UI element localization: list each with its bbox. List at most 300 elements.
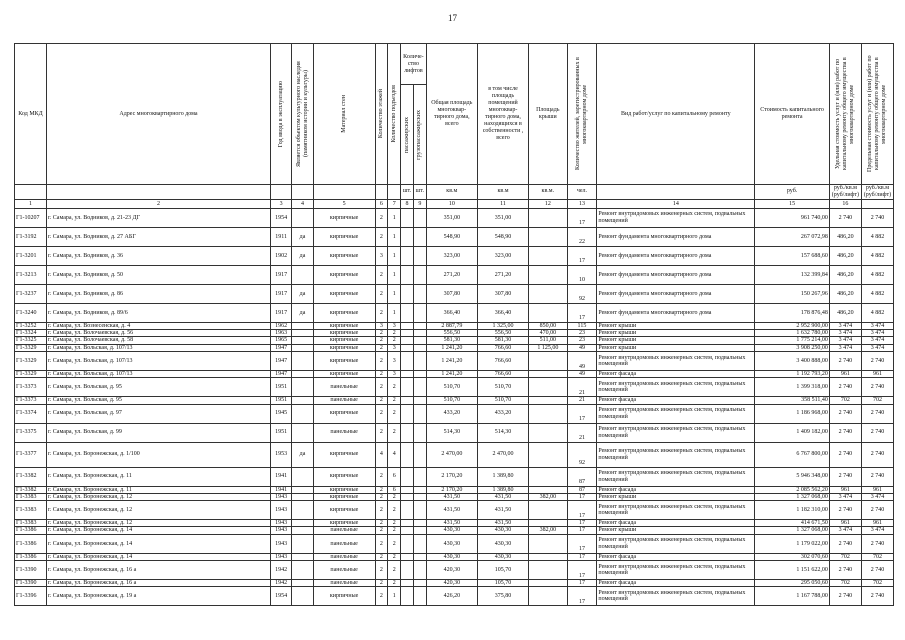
cell-spec: 486,20: [829, 303, 861, 322]
cell-address: г. Самара, ул. Воронежская, д. 14: [47, 527, 271, 534]
cell-spec: 3 474: [829, 337, 861, 344]
cell-entrances: 2: [388, 501, 401, 520]
cell-max: 4 882: [861, 265, 893, 284]
cell-work: Ремонт внутридомовых инженерных систем, подвальных помещений: [597, 404, 755, 423]
header-entrances: Количество подъездов: [388, 44, 401, 185]
cell-code: Г1-3383: [15, 493, 47, 500]
cell-roof: [529, 378, 567, 397]
cell-roof: [529, 553, 567, 560]
cell-entrances: 2: [388, 580, 401, 587]
cell-roof: [529, 246, 567, 265]
cell-spec: 3 474: [829, 344, 861, 351]
cell-res: 23: [567, 337, 597, 344]
cell-max: 4 882: [861, 246, 893, 265]
unit-roof-area: кв.м.: [529, 185, 567, 200]
cell-year: 1945: [271, 404, 292, 423]
cell-max: 2 740: [861, 423, 893, 442]
cell-pass: [401, 520, 414, 527]
cell-cost: 358 511,40: [755, 397, 830, 404]
cell-freight: [413, 344, 426, 351]
cell-address: г. Самара, ул. Водников, д. 27 АБГ: [47, 227, 271, 246]
cell-year: 1943: [271, 520, 292, 527]
cell-address: г. Самара, ул. Воронежская, д. 11: [47, 486, 271, 493]
cell-spec: 486,20: [829, 246, 861, 265]
cell-year: 1954: [271, 587, 292, 606]
cell-year: 1951: [271, 423, 292, 442]
cell-code: Г1-3329: [15, 344, 47, 351]
cell-heritage: [292, 370, 313, 377]
cell-owned: 323,00: [477, 246, 528, 265]
cell-cost: 150 267,96: [755, 284, 830, 303]
cell-work: Ремонт фундамента многоквартирного дома: [597, 246, 755, 265]
cell-walls: кирпичные: [313, 303, 375, 322]
header-wall-material: Материал стен: [313, 44, 375, 185]
cell-heritage: [292, 493, 313, 500]
cell-owned: 105,70: [477, 561, 528, 580]
cell-roof: 1 125,00: [529, 344, 567, 351]
cell-work: Ремонт внутридомовых инженерных систем, подвальных помещений: [597, 208, 755, 227]
cell-floors: 2: [375, 423, 388, 442]
cell-entrances: 2: [388, 423, 401, 442]
cell-address: г. Самара, ул. Вольская, д. 107/13: [47, 351, 271, 370]
cell-walls: кирпичные: [313, 587, 375, 606]
cell-roof: [529, 580, 567, 587]
cell-heritage: [292, 527, 313, 534]
cell-res: 17: [567, 587, 597, 606]
cell-cost: 178 876,48: [755, 303, 830, 322]
cell-walls: кирпичные: [313, 520, 375, 527]
cell-pass: [401, 404, 414, 423]
cell-total: 514,30: [426, 423, 477, 442]
cell-cost: 1 186 968,00: [755, 404, 830, 423]
cell-cost: 1 775 214,00: [755, 337, 830, 344]
cell-max: 2 740: [861, 378, 893, 397]
cell-entrances: 3: [388, 351, 401, 370]
cell-pass: [401, 580, 414, 587]
cell-freight: [413, 351, 426, 370]
cell-entrances: 1: [388, 246, 401, 265]
cell-year: 1962: [271, 322, 292, 329]
header-heritage: Является объектом культурного наследия (памятником истории и культуры): [292, 44, 313, 185]
cell-code: Г1-3382: [15, 486, 47, 493]
cell-year: 1947: [271, 351, 292, 370]
cell-pass: [401, 561, 414, 580]
cell-total: 1 241,20: [426, 344, 477, 351]
table-row: [15, 265, 894, 284]
cell-pass: [401, 208, 414, 227]
cell-spec: 2 740: [829, 423, 861, 442]
cell-cost: 1 399 318,00: [755, 378, 830, 397]
header-max-cost: Предельная стоимость услуг и (или) работ по капитальному ремонту общего имущества в многоквартирном доме: [861, 44, 893, 185]
cell-res: 17: [567, 527, 597, 534]
cell-spec: 2 740: [829, 534, 861, 553]
cell-heritage: [292, 265, 313, 284]
cell-res: 115: [567, 322, 597, 329]
unit-cost: руб.: [755, 185, 830, 200]
cell-res: 21: [567, 423, 597, 442]
cell-work: Ремонт фасада: [597, 397, 755, 404]
table-row: [15, 580, 894, 587]
cell-floors: 2: [375, 370, 388, 377]
cell-heritage: [292, 534, 313, 553]
cell-spec: 3 474: [829, 322, 861, 329]
cell-code: Г1-3396: [15, 587, 47, 606]
cell-heritage: [292, 330, 313, 337]
cell-address: г. Самара, ул. Водников, д. 86: [47, 284, 271, 303]
header-elevators: Количе-ство лифтов: [401, 44, 427, 85]
cell-work: Ремонт фундамента многоквартирного дома: [597, 227, 755, 246]
table-row: [15, 404, 894, 423]
cell-freight: [413, 580, 426, 587]
cell-walls: кирпичные: [313, 344, 375, 351]
cell-pass: [401, 501, 414, 520]
cell-spec: 961: [829, 520, 861, 527]
cell-cost: 3 908 250,00: [755, 344, 830, 351]
cell-year: 1917: [271, 284, 292, 303]
repair-table: [14, 43, 894, 606]
cell-entrances: 1: [388, 303, 401, 322]
cell-walls: кирпичные: [313, 265, 375, 284]
cell-cost: 1 167 788,00: [755, 587, 830, 606]
cell-code: Г1-3386: [15, 527, 47, 534]
cell-owned: 2 470,00: [477, 442, 528, 467]
cell-roof: [529, 404, 567, 423]
cell-walls: кирпичные: [313, 493, 375, 500]
cell-max: 961: [861, 370, 893, 377]
cell-heritage: [292, 561, 313, 580]
cell-res: 49: [567, 370, 597, 377]
cell-total: 1 241,20: [426, 351, 477, 370]
cell-entrances: 2: [388, 378, 401, 397]
cell-roof: 511,00: [529, 337, 567, 344]
cell-floors: 3: [375, 322, 388, 329]
cell-owned: 431,50: [477, 493, 528, 500]
cell-roof: [529, 303, 567, 322]
cell-cost: 1 327 068,00: [755, 493, 830, 500]
cell-walls: кирпичные: [313, 467, 375, 486]
cell-res: 49: [567, 344, 597, 351]
cell-code: Г1-3240: [15, 303, 47, 322]
cell-heritage: [292, 467, 313, 486]
cell-cost: 157 688,60: [755, 246, 830, 265]
cell-freight: [413, 493, 426, 500]
cell-res: 17: [567, 404, 597, 423]
cell-owned: 431,50: [477, 520, 528, 527]
cell-owned: 514,30: [477, 423, 528, 442]
cell-walls: панельные: [313, 553, 375, 560]
cell-address: г. Самара, ул. Воронежская, д. 12: [47, 520, 271, 527]
cell-total: 431,50: [426, 493, 477, 500]
cell-pass: [401, 397, 414, 404]
table-row: [15, 561, 894, 580]
cell-pass: [401, 351, 414, 370]
cell-work: Ремонт внутридомовых инженерных систем, подвальных помещений: [597, 442, 755, 467]
cell-entrances: 2: [388, 527, 401, 534]
cell-code: Г1-3192: [15, 227, 47, 246]
cell-total: 366,40: [426, 303, 477, 322]
cell-walls: кирпичные: [313, 404, 375, 423]
cell-walls: панельные: [313, 397, 375, 404]
cell-pass: [401, 553, 414, 560]
cell-heritage: да: [292, 442, 313, 467]
header-cost: Стоимость капитального ремонта: [755, 44, 830, 185]
cell-entrances: 4: [388, 442, 401, 467]
cell-pass: [401, 486, 414, 493]
cell-res: 22: [567, 227, 597, 246]
cell-floors: 2: [375, 344, 388, 351]
cell-max: 961: [861, 520, 893, 527]
cell-code: Г1-3237: [15, 284, 47, 303]
header-floors: Количество этажей: [375, 44, 388, 185]
cell-total: 420,30: [426, 561, 477, 580]
cell-spec: 3 474: [829, 330, 861, 337]
cell-roof: 382,00: [529, 493, 567, 500]
cell-work: Ремонт внутридомовых инженерных систем, подвальных помещений: [597, 351, 755, 370]
header-roof-area: Площадь крыши: [529, 44, 567, 185]
cell-owned: 431,50: [477, 501, 528, 520]
cell-floors: 2: [375, 330, 388, 337]
cell-freight: [413, 561, 426, 580]
cell-code: Г1-3324: [15, 330, 47, 337]
cell-walls: панельные: [313, 378, 375, 397]
cell-cost: 3 400 888,00: [755, 351, 830, 370]
cell-total: 2 170,20: [426, 486, 477, 493]
cell-work: Ремонт внутридомовых инженерных систем, подвальных помещений: [597, 467, 755, 486]
cell-pass: [401, 246, 414, 265]
cell-spec: 486,20: [829, 227, 861, 246]
cell-address: г. Самара, ул. Водников, д. 50: [47, 265, 271, 284]
cell-walls: кирпичные: [313, 284, 375, 303]
cell-max: 702: [861, 553, 893, 560]
cell-max: 2 740: [861, 587, 893, 606]
table-row: [15, 501, 894, 520]
cell-spec: 702: [829, 580, 861, 587]
cell-spec: 2 740: [829, 404, 861, 423]
table-row: [15, 351, 894, 370]
cell-cost: 1 179 022,00: [755, 534, 830, 553]
cell-owned: 766,60: [477, 351, 528, 370]
cell-spec: 486,20: [829, 265, 861, 284]
cell-owned: 366,40: [477, 303, 528, 322]
cell-floors: 2: [375, 208, 388, 227]
cell-address: г. Самара, ул. Вознесенская, д. 4: [47, 322, 271, 329]
table-row: [15, 534, 894, 553]
header-residents: Количество жителей, зарегистрированных в многоквартирном доме: [567, 44, 597, 185]
cell-pass: [401, 534, 414, 553]
table-row: [15, 208, 894, 227]
cell-cost: 132 399,84: [755, 265, 830, 284]
cell-work: Ремонт фасада: [597, 486, 755, 493]
cell-pass: [401, 378, 414, 397]
cell-address: г. Самара, ул. Воронежская, д. 14: [47, 534, 271, 553]
cell-freight: [413, 337, 426, 344]
cell-entrances: 2: [388, 330, 401, 337]
cell-res: 17: [567, 501, 597, 520]
cell-roof: [529, 587, 567, 606]
cell-owned: 430,30: [477, 553, 528, 560]
unit-residents: чел.: [567, 185, 597, 200]
cell-entrances: 1: [388, 265, 401, 284]
cell-entrances: 2: [388, 397, 401, 404]
cell-address: г. Самара, ул. Вольская, д. 99: [47, 423, 271, 442]
cell-work: Ремонт крыши: [597, 322, 755, 329]
cell-pass: [401, 303, 414, 322]
cell-res: 21: [567, 397, 597, 404]
cell-owned: 556,50: [477, 330, 528, 337]
cell-max: 4 882: [861, 227, 893, 246]
cell-pass: [401, 330, 414, 337]
table-row: [15, 423, 894, 442]
cell-spec: 961: [829, 486, 861, 493]
cell-roof: [529, 423, 567, 442]
cell-year: 1943: [271, 501, 292, 520]
cell-floors: 2: [375, 493, 388, 500]
unit-specific-cost: руб./кв.м (руб/лифт): [829, 185, 861, 200]
cell-walls: панельные: [313, 527, 375, 534]
cell-work: Ремонт внутридомовых инженерных систем, подвальных помещений: [597, 423, 755, 442]
cell-roof: [529, 397, 567, 404]
cell-heritage: да: [292, 284, 313, 303]
cell-heritage: [292, 404, 313, 423]
cell-pass: [401, 467, 414, 486]
cell-spec: 2 740: [829, 442, 861, 467]
cell-work: Ремонт внутридомовых инженерных систем, подвальных помещений: [597, 587, 755, 606]
cell-max: 2 740: [861, 442, 893, 467]
cell-address: г. Самара, ул. Воронежская, д. 19 а: [47, 587, 271, 606]
table-row: [15, 303, 894, 322]
cell-floors: 2: [375, 378, 388, 397]
cell-heritage: [292, 337, 313, 344]
cell-floors: 2: [375, 284, 388, 303]
cell-roof: [529, 486, 567, 493]
cell-max: 2 740: [861, 534, 893, 553]
cell-walls: кирпичные: [313, 322, 375, 329]
cell-walls: кирпичные: [313, 442, 375, 467]
cell-total: 433,20: [426, 404, 477, 423]
cell-owned: 271,20: [477, 265, 528, 284]
cell-floors: 2: [375, 265, 388, 284]
cell-owned: 105,70: [477, 580, 528, 587]
cell-cost: 302 070,60: [755, 553, 830, 560]
cell-spec: 3 474: [829, 493, 861, 500]
cell-freight: [413, 534, 426, 553]
cell-heritage: да: [292, 227, 313, 246]
cell-code: Г1-3374: [15, 404, 47, 423]
cell-freight: [413, 322, 426, 329]
cell-freight: [413, 553, 426, 560]
cell-total: 581,30: [426, 337, 477, 344]
cell-walls: кирпичные: [313, 370, 375, 377]
cell-res: 10: [567, 265, 597, 284]
cell-floors: 3: [375, 246, 388, 265]
cell-year: 1911: [271, 227, 292, 246]
cell-address: г. Самара, ул. Вольская, д. 95: [47, 397, 271, 404]
cell-freight: [413, 370, 426, 377]
cell-walls: кирпичные: [313, 227, 375, 246]
cell-max: 2 740: [861, 561, 893, 580]
cell-total: 1 241,20: [426, 370, 477, 377]
cell-code: Г1-3325: [15, 337, 47, 344]
cell-freight: [413, 501, 426, 520]
cell-pass: [401, 370, 414, 377]
cell-code: Г1-3383: [15, 501, 47, 520]
cell-res: 87: [567, 486, 597, 493]
cell-walls: кирпичные: [313, 486, 375, 493]
cell-entrances: 3: [388, 322, 401, 329]
cell-roof: [529, 370, 567, 377]
cell-code: Г1-3373: [15, 397, 47, 404]
cell-cost: 414 671,50: [755, 520, 830, 527]
table-row: [15, 486, 894, 493]
cell-freight: [413, 246, 426, 265]
cell-heritage: [292, 397, 313, 404]
cell-year: 1951: [271, 378, 292, 397]
cell-cost: 961 740,00: [755, 208, 830, 227]
cell-roof: 470,00: [529, 330, 567, 337]
cell-year: 1965: [271, 337, 292, 344]
table-row: [15, 397, 894, 404]
cell-floors: 2: [375, 227, 388, 246]
header-code: Код МКД: [15, 44, 47, 185]
cell-address: г. Самара, ул. Волочаевская, д. 56: [47, 330, 271, 337]
cell-cost: 2 952 900,00: [755, 322, 830, 329]
cell-entrances: 1: [388, 587, 401, 606]
cell-total: 2 170,20: [426, 467, 477, 486]
unit-total-area: кв.м: [426, 185, 477, 200]
cell-total: 2 470,00: [426, 442, 477, 467]
cell-year: 1954: [271, 208, 292, 227]
cell-owned: 307,80: [477, 284, 528, 303]
cell-roof: [529, 467, 567, 486]
cell-total: 510,70: [426, 397, 477, 404]
cell-work: Ремонт фасада: [597, 580, 755, 587]
cell-code: Г1-3373: [15, 378, 47, 397]
cell-work: Ремонт внутридомовых инженерных систем, подвальных помещений: [597, 534, 755, 553]
cell-freight: [413, 378, 426, 397]
table-row: [15, 527, 894, 534]
cell-res: 49: [567, 351, 597, 370]
cell-code: Г1-3390: [15, 580, 47, 587]
unit-freight: шт.: [413, 185, 426, 200]
cell-freight: [413, 587, 426, 606]
cell-max: 3 474: [861, 337, 893, 344]
cell-freight: [413, 303, 426, 322]
cell-code: Г1-3390: [15, 561, 47, 580]
cell-roof: [529, 284, 567, 303]
cell-walls: кирпичные: [313, 501, 375, 520]
cell-year: 1943: [271, 534, 292, 553]
cell-code: Г1-3383: [15, 520, 47, 527]
cell-total: 2 887,79: [426, 322, 477, 329]
cell-address: г. Самара, ул. Вольская, д. 107/13: [47, 370, 271, 377]
cell-heritage: [292, 520, 313, 527]
cell-code: Г1-3386: [15, 553, 47, 560]
cell-floors: 2: [375, 337, 388, 344]
cell-heritage: [292, 208, 313, 227]
cell-year: 1942: [271, 561, 292, 580]
cell-work: Ремонт крыши: [597, 337, 755, 344]
table-row: [15, 330, 894, 337]
cell-floors: 2: [375, 580, 388, 587]
cell-address: г. Самара, ул. Воронежская, д. 16 а: [47, 580, 271, 587]
cell-entrances: 6: [388, 486, 401, 493]
header-elevator-passenger: пассажирских: [401, 85, 414, 185]
cell-work: Ремонт внутридомовых инженерных систем, подвальных помещений: [597, 501, 755, 520]
cell-owned: 510,70: [477, 397, 528, 404]
cell-address: г. Самара, ул. Волочаевская, д. 58: [47, 337, 271, 344]
cell-owned: 548,90: [477, 227, 528, 246]
cell-freight: [413, 265, 426, 284]
